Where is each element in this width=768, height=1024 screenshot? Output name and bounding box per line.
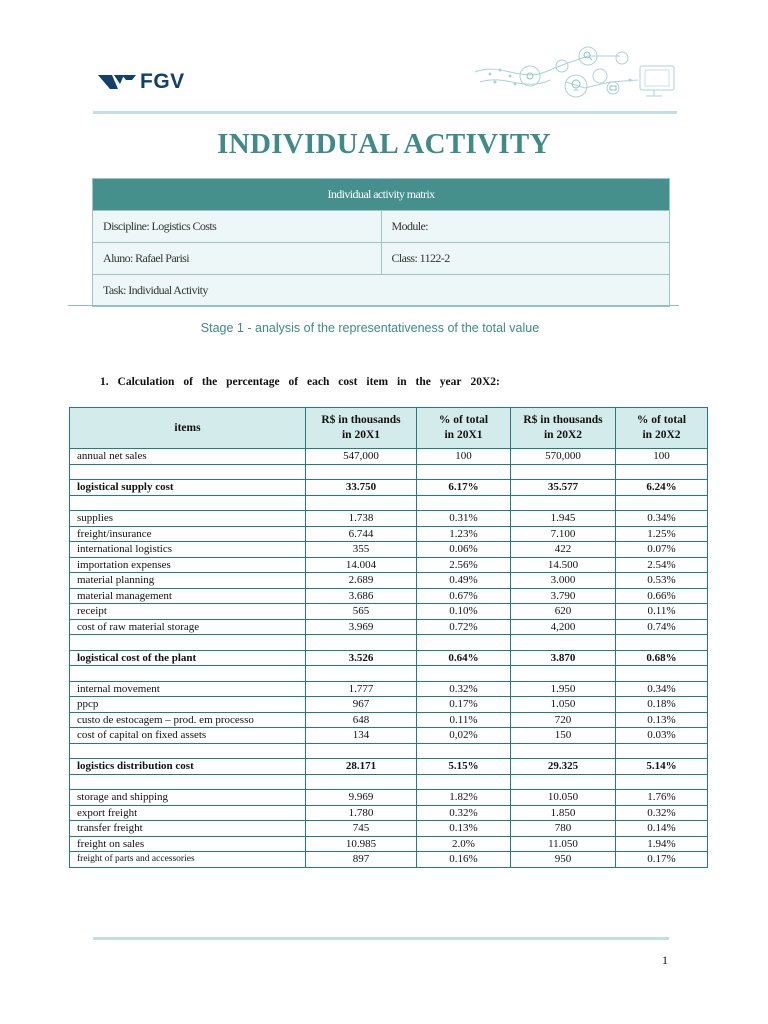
fgv-logo	[98, 70, 185, 94]
pct-20x1-cell	[417, 635, 511, 651]
decorative-network-illustration	[470, 42, 680, 106]
page-number: 1	[662, 953, 668, 967]
header-rs-20x2: R$ in thousands in 20X2	[511, 408, 616, 449]
table-subtotal-row	[70, 480, 708, 496]
pct-20x2-cell: 1.94%	[616, 836, 708, 852]
table-row-spacer	[70, 666, 708, 682]
rs-20x1-cell: 967	[306, 697, 417, 713]
table-row	[70, 511, 708, 527]
rs-20x1-cell: 14.004	[306, 557, 417, 573]
pct-20x2-cell: 0.14%	[616, 821, 708, 837]
pct-20x1-cell	[417, 774, 511, 790]
fgv-logo-mark-icon	[98, 73, 136, 91]
student-field: Aluno: Rafael Parisi	[93, 243, 382, 275]
logo-text: FGV	[140, 70, 185, 93]
pct-20x1-cell	[417, 495, 511, 511]
rs-20x2-cell	[511, 743, 616, 759]
rs-20x2-cell: 1.945	[511, 511, 616, 527]
table-row	[70, 542, 708, 558]
question-word: each	[307, 376, 330, 388]
pct-20x1-cell: 0.32%	[417, 681, 511, 697]
rs-20x1-cell: 3.686	[306, 588, 417, 604]
rs-20x2-cell: 950	[511, 852, 616, 868]
module-field: Module:	[381, 211, 670, 243]
item-name-cell: supplies	[70, 511, 306, 527]
question-word: item	[366, 376, 389, 388]
pct-20x1-cell: 0.67%	[417, 588, 511, 604]
question-word: of	[288, 376, 299, 388]
rs-20x1-cell: 6.744	[306, 526, 417, 542]
activity-matrix	[92, 178, 670, 307]
rs-20x1-cell: 745	[306, 821, 417, 837]
rs-20x2-cell: 3.000	[511, 573, 616, 589]
pct-20x2-cell: 0.68%	[616, 650, 708, 666]
item-name-cell: internal movement	[70, 681, 306, 697]
item-name-cell	[70, 635, 306, 651]
rs-20x1-cell: 28.171	[306, 759, 417, 775]
table-row-spacer	[70, 774, 708, 790]
pct-20x2-cell: 0.53%	[616, 573, 708, 589]
pct-20x2-cell: 0.34%	[616, 511, 708, 527]
cost-table	[69, 407, 708, 868]
pct-20x1-cell: 0.16%	[417, 852, 511, 868]
table-row	[70, 588, 708, 604]
rs-20x2-cell: 150	[511, 728, 616, 744]
rs-20x2-cell: 10.050	[511, 790, 616, 806]
pct-20x1-cell: 5.15%	[417, 759, 511, 775]
rs-20x2-cell	[511, 666, 616, 682]
table-row	[70, 619, 708, 635]
pct-20x2-cell: 2.54%	[616, 557, 708, 573]
item-name-cell	[70, 774, 306, 790]
item-name-cell: logistical cost of the plant	[70, 650, 306, 666]
pct-20x2-cell: 0.11%	[616, 604, 708, 620]
pct-20x1-cell: 100	[417, 449, 511, 465]
discipline-field: Discipline: Logistics Costs	[93, 211, 382, 243]
pct-20x2-cell: 0.74%	[616, 619, 708, 635]
pct-20x2-cell	[616, 666, 708, 682]
pct-20x1-cell: 0.49%	[417, 573, 511, 589]
stage-title: Stage 1 - analysis of the representativeness of the total value	[200, 321, 540, 335]
rs-20x1-cell: 3.526	[306, 650, 417, 666]
table-row-spacer	[70, 464, 708, 480]
pct-20x1-cell: 0,02%	[417, 728, 511, 744]
rs-20x1-cell: 9.969	[306, 790, 417, 806]
item-name-cell: receipt	[70, 604, 306, 620]
item-name-cell	[70, 464, 306, 480]
rs-20x2-cell: 11.050	[511, 836, 616, 852]
pct-20x1-cell: 0.32%	[417, 805, 511, 821]
pct-20x1-cell: 6.17%	[417, 480, 511, 496]
rs-20x2-cell	[511, 495, 616, 511]
header-rs-20x1: R$ in thousands in 20X1	[306, 408, 417, 449]
footer-divider	[93, 937, 669, 940]
rs-20x2-cell: 1.850	[511, 805, 616, 821]
rs-20x2-cell: 1.050	[511, 697, 616, 713]
rs-20x2-cell: 3.870	[511, 650, 616, 666]
pct-20x1-cell	[417, 666, 511, 682]
item-name-cell: material planning	[70, 573, 306, 589]
pct-20x1-cell: 0.17%	[417, 697, 511, 713]
rs-20x1-cell: 1.777	[306, 681, 417, 697]
pct-20x1-cell: 1.82%	[417, 790, 511, 806]
item-name-cell: cost of capital on fixed assets	[70, 728, 306, 744]
table-row	[70, 805, 708, 821]
rs-20x2-cell	[511, 464, 616, 480]
rs-20x2-cell: 14.500	[511, 557, 616, 573]
rs-20x1-cell: 897	[306, 852, 417, 868]
item-name-cell: export freight	[70, 805, 306, 821]
rs-20x2-cell: 3.790	[511, 588, 616, 604]
rs-20x1-cell	[306, 635, 417, 651]
pct-20x2-cell: 1.76%	[616, 790, 708, 806]
question-word: the	[415, 376, 431, 388]
pct-20x1-cell: 0.72%	[417, 619, 511, 635]
rs-20x2-cell	[511, 774, 616, 790]
item-name-cell: logistics distribution cost	[70, 759, 306, 775]
item-name-cell	[70, 495, 306, 511]
pct-20x2-cell: 1.25%	[616, 526, 708, 542]
pct-20x2-cell: 0.34%	[616, 681, 708, 697]
table-row	[70, 557, 708, 573]
header-divider	[93, 111, 677, 114]
rs-20x2-cell: 720	[511, 712, 616, 728]
rs-20x2-cell: 35.577	[511, 480, 616, 496]
matrix-divider	[68, 305, 679, 306]
item-name-cell: freight of parts and accessories	[70, 852, 306, 868]
header-items: items	[70, 408, 306, 449]
pct-20x1-cell: 1.23%	[417, 526, 511, 542]
rs-20x2-cell: 29.325	[511, 759, 616, 775]
table-row	[70, 526, 708, 542]
rs-20x2-cell: 570,000	[511, 449, 616, 465]
question-number: 1.	[100, 376, 109, 388]
table-row	[70, 604, 708, 620]
rs-20x1-cell: 10.985	[306, 836, 417, 852]
pct-20x1-cell: 0.10%	[417, 604, 511, 620]
table-row	[70, 728, 708, 744]
pct-20x2-cell	[616, 774, 708, 790]
pct-20x2-cell	[616, 635, 708, 651]
rs-20x1-cell: 2.689	[306, 573, 417, 589]
rs-20x1-cell: 33.750	[306, 480, 417, 496]
question-word: of	[183, 376, 193, 388]
mail-icon	[610, 86, 616, 90]
page-title: INDIVIDUAL ACTIVITY	[217, 128, 551, 160]
pct-20x2-cell: 100	[616, 449, 708, 465]
table-row	[70, 790, 708, 806]
question-word: Calculation	[117, 376, 175, 388]
table-row-spacer	[70, 495, 708, 511]
item-name-cell	[70, 743, 306, 759]
rs-20x1-cell: 3.969	[306, 619, 417, 635]
item-name-cell: ppcp	[70, 697, 306, 713]
pct-20x1-cell	[417, 464, 511, 480]
table-row	[70, 852, 708, 868]
table-row-spacer	[70, 743, 708, 759]
item-name-cell: annual net sales	[70, 449, 306, 465]
rs-20x2-cell: 1.950	[511, 681, 616, 697]
pct-20x2-cell: 0.03%	[616, 728, 708, 744]
pct-20x1-cell: 0.64%	[417, 650, 511, 666]
pct-20x1-cell: 0.13%	[417, 821, 511, 837]
rs-20x1-cell: 1.738	[306, 511, 417, 527]
header-pct-20x2: % of total in 20X2	[616, 408, 708, 449]
table-row	[70, 573, 708, 589]
item-name-cell: transfer freight	[70, 821, 306, 837]
rs-20x2-cell: 620	[511, 604, 616, 620]
item-name-cell: material management	[70, 588, 306, 604]
pct-20x1-cell: 2.0%	[417, 836, 511, 852]
table-row-spacer	[70, 635, 708, 651]
pct-20x2-cell: 0.66%	[616, 588, 708, 604]
question-text	[100, 376, 500, 388]
item-name-cell: custo de estocagem – prod. em processo	[70, 712, 306, 728]
rs-20x1-cell: 134	[306, 728, 417, 744]
rs-20x2-cell: 7.100	[511, 526, 616, 542]
header-pct-20x1: % of total in 20X1	[417, 408, 511, 449]
rs-20x1-cell: 648	[306, 712, 417, 728]
rs-20x2-cell: 780	[511, 821, 616, 837]
question-word: percentage	[226, 376, 280, 388]
rs-20x1-cell: 355	[306, 542, 417, 558]
pct-20x2-cell: 0.17%	[616, 852, 708, 868]
table-row	[70, 449, 708, 465]
pct-20x2-cell	[616, 464, 708, 480]
pct-20x1-cell: 0.11%	[417, 712, 511, 728]
pct-20x2-cell: 6.24%	[616, 480, 708, 496]
monitor-icon	[645, 70, 669, 86]
item-name-cell: importation expenses	[70, 557, 306, 573]
item-name-cell: freight/insurance	[70, 526, 306, 542]
rs-20x2-cell	[511, 635, 616, 651]
table-row	[70, 836, 708, 852]
question-word: the	[201, 376, 218, 388]
class-field: Class: 1122-2	[381, 243, 670, 275]
rs-20x2-cell: 422	[511, 542, 616, 558]
question-word: year	[439, 376, 462, 388]
table-header-row	[70, 408, 708, 449]
pct-20x2-cell: 0.18%	[616, 697, 708, 713]
question-word: cost	[338, 376, 358, 388]
table-subtotal-row	[70, 759, 708, 775]
rs-20x1-cell: 565	[306, 604, 417, 620]
pct-20x2-cell	[616, 743, 708, 759]
pct-20x2-cell: 0.07%	[616, 542, 708, 558]
item-name-cell	[70, 666, 306, 682]
table-row	[70, 697, 708, 713]
task-field: Task: Individual Activity	[93, 275, 670, 307]
item-name-cell: cost of raw material storage	[70, 619, 306, 635]
item-name-cell: logistical supply cost	[70, 480, 306, 496]
rs-20x1-cell	[306, 464, 417, 480]
rs-20x1-cell	[306, 774, 417, 790]
table-row	[70, 712, 708, 728]
matrix-heading: Individual activity matrix	[93, 179, 670, 211]
pct-20x2-cell	[616, 495, 708, 511]
table-row	[70, 681, 708, 697]
pct-20x1-cell: 2.56%	[417, 557, 511, 573]
rs-20x1-cell	[306, 743, 417, 759]
pct-20x2-cell: 5.14%	[616, 759, 708, 775]
question-word: 20X2:	[470, 376, 500, 388]
rs-20x1-cell: 1.780	[306, 805, 417, 821]
hand-icon	[527, 73, 533, 79]
item-name-cell: international logistics	[70, 542, 306, 558]
pct-20x1-cell: 0.06%	[417, 542, 511, 558]
item-name-cell: storage and shipping	[70, 790, 306, 806]
rs-20x1-cell	[306, 495, 417, 511]
pct-20x2-cell: 0.13%	[616, 712, 708, 728]
rs-20x2-cell: 4,200	[511, 619, 616, 635]
item-name-cell: freight on sales	[70, 836, 306, 852]
rs-20x1-cell	[306, 666, 417, 682]
pct-20x2-cell: 0.32%	[616, 805, 708, 821]
question-word: in	[397, 376, 407, 388]
pct-20x1-cell: 0.31%	[417, 511, 511, 527]
table-row	[70, 821, 708, 837]
rs-20x1-cell: 547,000	[306, 449, 417, 465]
pct-20x1-cell	[417, 743, 511, 759]
table-subtotal-row	[70, 650, 708, 666]
